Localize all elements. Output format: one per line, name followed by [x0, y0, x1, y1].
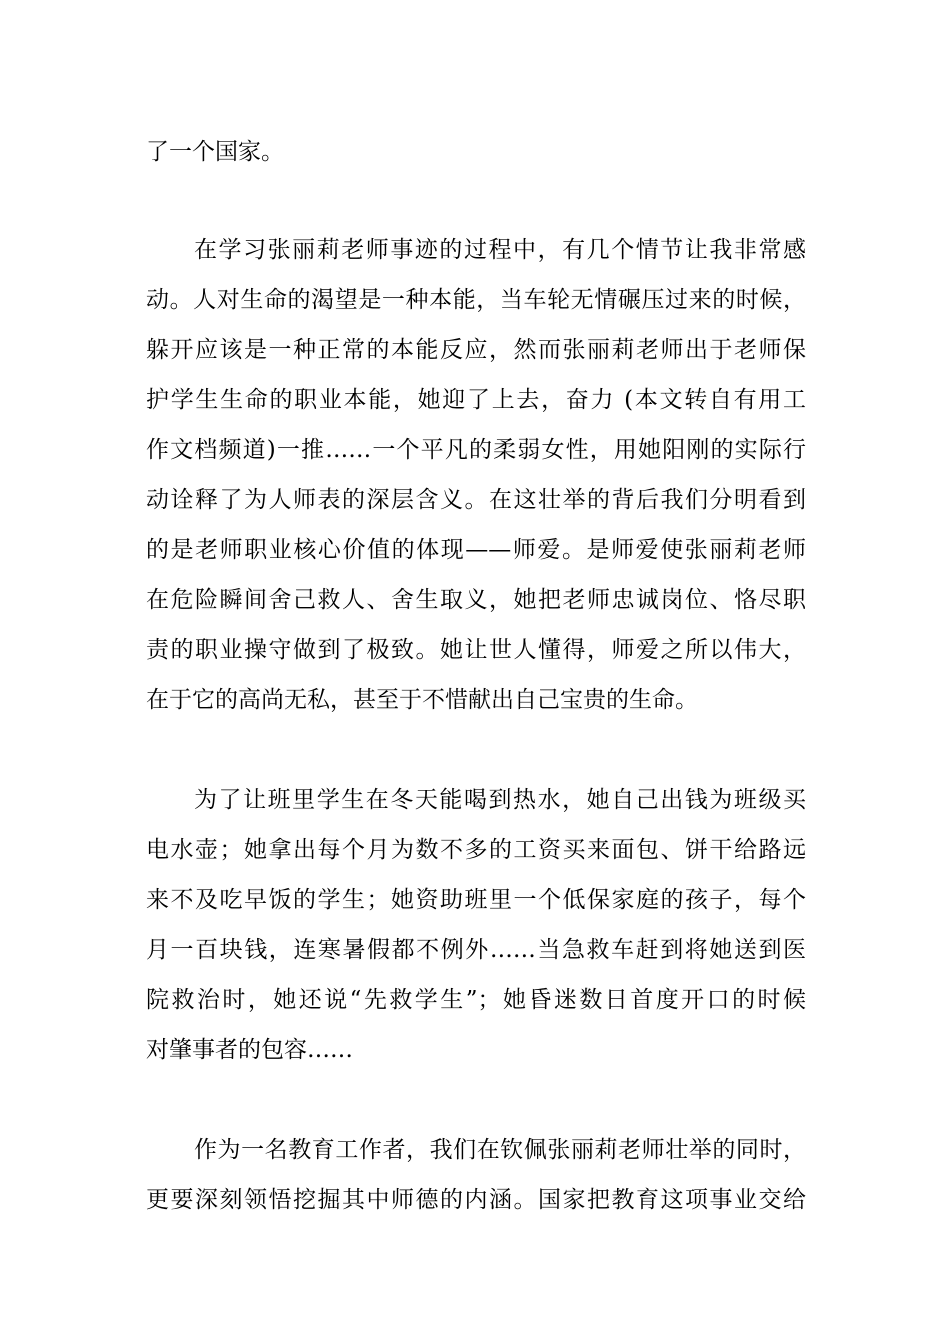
- paragraph-line: 对肇事者的包容……: [146, 1037, 353, 1063]
- paragraph-line: 动诠释了为人师表的深层含义。在这壮举的背后我们分明看到: [146, 487, 806, 513]
- paragraph-line: 来不及吃早饭的学生；她资助班里一个低保家庭的孩子，每个: [146, 887, 806, 913]
- paragraph-line: 更要深刻领悟挖掘其中师德的内涵。国家把教育这项事业交给: [146, 1187, 806, 1213]
- paragraph-line: 在学习张丽莉老师事迹的过程中，有几个情节让我非常感: [194, 237, 806, 263]
- paragraph-line: 在危险瞬间舍己救人、舍生取义，她把老师忠诚岗位、恪尽职: [146, 587, 806, 613]
- paragraph-line: 月一百块钱，连寒暑假都不例外……当急救车赶到将她送到医: [146, 937, 806, 963]
- paragraph-line: 电水壶；她拿出每个月为数不多的工资买来面包、饼干给路远: [146, 837, 806, 863]
- paragraph-line: 的是老师职业核心价值的体现——师爱。是师爱使张丽莉老师: [146, 537, 806, 563]
- paragraph-line: 作文档频道)一推……一个平凡的柔弱女性，用她阳刚的实际行: [146, 437, 806, 463]
- paragraph-line: 在于它的高尚无私，甚至于不惜献出自己宝贵的生命。: [146, 687, 698, 713]
- paragraph-line: 为了让班里学生在冬天能喝到热水，她自己出钱为班级买: [194, 787, 806, 813]
- paragraph-line: 躲开应该是一种正常的本能反应，然而张丽莉老师出于老师保: [146, 337, 806, 363]
- paragraph-line: 责的职业操守做到了极致。她让世人懂得，师爱之所以伟大，: [146, 637, 806, 663]
- paragraph-line: 动。人对生命的渴望是一种本能，当车轮无情碾压过来的时候，: [146, 287, 806, 313]
- paragraph-line: 了一个国家。: [146, 139, 284, 165]
- paragraph-line: 院救治时，她还说“先救学生”；她昏迷数日首度开口的时候: [146, 987, 806, 1013]
- paragraph-line: 护学生生命的职业本能，她迎了上去，奋力 (本文转自有用工: [146, 387, 806, 413]
- paragraph-line: 作为一名教育工作者，我们在钦佩张丽莉老师壮举的同时，: [194, 1137, 806, 1163]
